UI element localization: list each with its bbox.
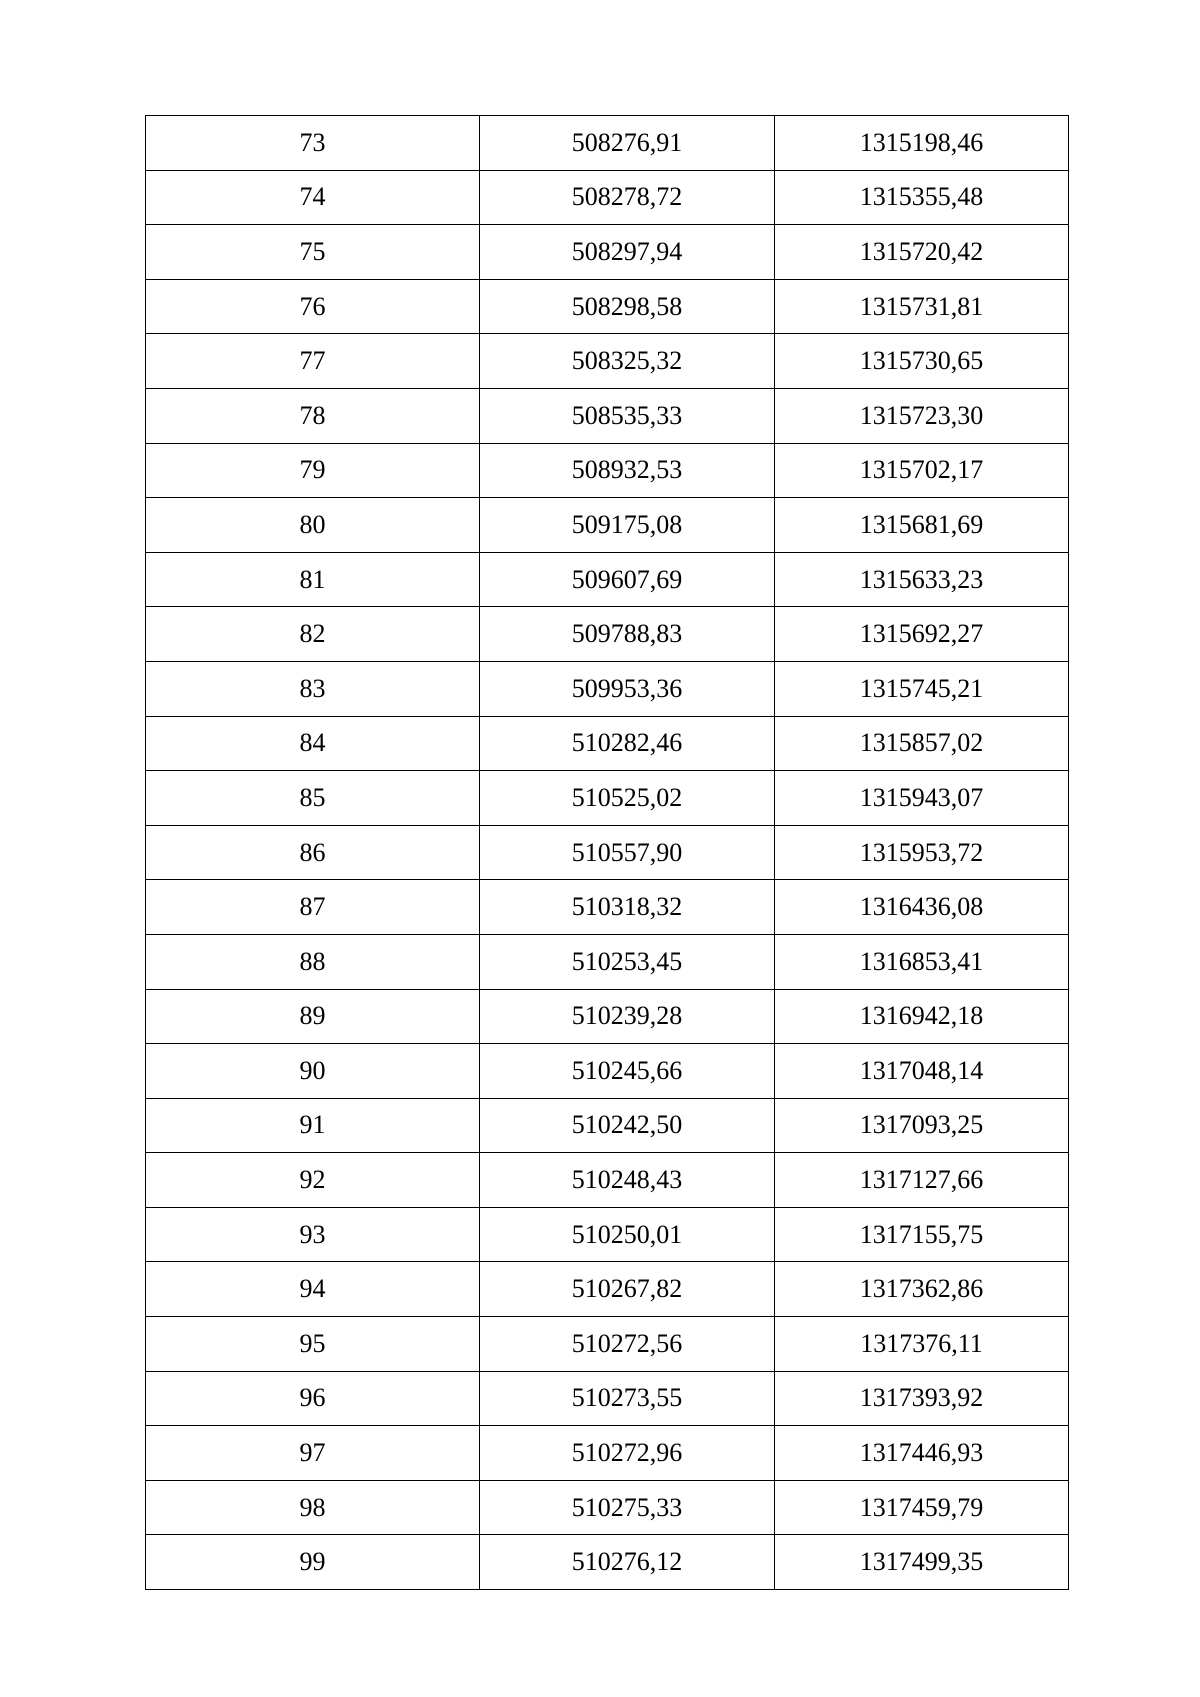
y-coordinate-cell: 1317127,66 <box>775 1153 1069 1208</box>
point-number-cell: 75 <box>146 225 480 280</box>
x-coordinate-cell: 508298,58 <box>480 279 775 334</box>
x-coordinate-cell: 510525,02 <box>480 771 775 826</box>
y-coordinate-cell: 1317446,93 <box>775 1426 1069 1481</box>
x-coordinate-cell: 510239,28 <box>480 989 775 1044</box>
y-coordinate-cell: 1315723,30 <box>775 388 1069 443</box>
x-coordinate-cell: 509607,69 <box>480 552 775 607</box>
y-coordinate-cell: 1315681,69 <box>775 498 1069 553</box>
table-row <box>146 1044 1069 1099</box>
table-row <box>146 170 1069 225</box>
point-number-cell: 98 <box>146 1480 480 1535</box>
point-number-cell: 95 <box>146 1317 480 1372</box>
table-row <box>146 716 1069 771</box>
table-row <box>146 661 1069 716</box>
table-row <box>146 1317 1069 1372</box>
point-number-cell: 90 <box>146 1044 480 1099</box>
point-number-cell: 78 <box>146 388 480 443</box>
x-coordinate-cell: 510282,46 <box>480 716 775 771</box>
point-number-cell: 76 <box>146 279 480 334</box>
table-row <box>146 934 1069 989</box>
x-coordinate-cell: 510273,55 <box>480 1371 775 1426</box>
table-row <box>146 552 1069 607</box>
point-number-cell: 97 <box>146 1426 480 1481</box>
table-row <box>146 1535 1069 1590</box>
y-coordinate-cell: 1317376,11 <box>775 1317 1069 1372</box>
table-row <box>146 1426 1069 1481</box>
point-number-cell: 77 <box>146 334 480 389</box>
point-number-cell: 99 <box>146 1535 480 1590</box>
table-row <box>146 825 1069 880</box>
x-coordinate-cell: 510557,90 <box>480 825 775 880</box>
y-coordinate-cell: 1317459,79 <box>775 1480 1069 1535</box>
y-coordinate-cell: 1317048,14 <box>775 1044 1069 1099</box>
point-number-cell: 82 <box>146 607 480 662</box>
point-number-cell: 94 <box>146 1262 480 1317</box>
table-row <box>146 1153 1069 1208</box>
table-row <box>146 443 1069 498</box>
y-coordinate-cell: 1315745,21 <box>775 661 1069 716</box>
coordinates-table-body <box>146 116 1069 1590</box>
table-row <box>146 1098 1069 1153</box>
y-coordinate-cell: 1315943,07 <box>775 771 1069 826</box>
point-number-cell: 96 <box>146 1371 480 1426</box>
table-row <box>146 498 1069 553</box>
coordinates-table <box>145 115 1069 1590</box>
y-coordinate-cell: 1315633,23 <box>775 552 1069 607</box>
point-number-cell: 74 <box>146 170 480 225</box>
x-coordinate-cell: 510275,33 <box>480 1480 775 1535</box>
table-row <box>146 225 1069 280</box>
y-coordinate-cell: 1315730,65 <box>775 334 1069 389</box>
x-coordinate-cell: 510318,32 <box>480 880 775 935</box>
point-number-cell: 89 <box>146 989 480 1044</box>
x-coordinate-cell: 510253,45 <box>480 934 775 989</box>
point-number-cell: 84 <box>146 716 480 771</box>
y-coordinate-cell: 1315702,17 <box>775 443 1069 498</box>
x-coordinate-cell: 508535,33 <box>480 388 775 443</box>
x-coordinate-cell: 510245,66 <box>480 1044 775 1099</box>
x-coordinate-cell: 509953,36 <box>480 661 775 716</box>
x-coordinate-cell: 509788,83 <box>480 607 775 662</box>
point-number-cell: 92 <box>146 1153 480 1208</box>
x-coordinate-cell: 510272,96 <box>480 1426 775 1481</box>
x-coordinate-cell: 510248,43 <box>480 1153 775 1208</box>
y-coordinate-cell: 1315355,48 <box>775 170 1069 225</box>
y-coordinate-cell: 1315857,02 <box>775 716 1069 771</box>
y-coordinate-cell: 1317093,25 <box>775 1098 1069 1153</box>
y-coordinate-cell: 1317155,75 <box>775 1207 1069 1262</box>
table-row <box>146 771 1069 826</box>
point-number-cell: 88 <box>146 934 480 989</box>
table-row <box>146 1480 1069 1535</box>
point-number-cell: 86 <box>146 825 480 880</box>
y-coordinate-cell: 1316853,41 <box>775 934 1069 989</box>
table-row <box>146 116 1069 171</box>
table-row <box>146 279 1069 334</box>
y-coordinate-cell: 1316942,18 <box>775 989 1069 1044</box>
x-coordinate-cell: 508278,72 <box>480 170 775 225</box>
point-number-cell: 83 <box>146 661 480 716</box>
table-row <box>146 607 1069 662</box>
x-coordinate-cell: 508325,32 <box>480 334 775 389</box>
x-coordinate-cell: 510272,56 <box>480 1317 775 1372</box>
y-coordinate-cell: 1315198,46 <box>775 116 1069 171</box>
y-coordinate-cell: 1315953,72 <box>775 825 1069 880</box>
x-coordinate-cell: 510242,50 <box>480 1098 775 1153</box>
point-number-cell: 80 <box>146 498 480 553</box>
table-row <box>146 388 1069 443</box>
x-coordinate-cell: 510276,12 <box>480 1535 775 1590</box>
point-number-cell: 87 <box>146 880 480 935</box>
table-row <box>146 989 1069 1044</box>
x-coordinate-cell: 510250,01 <box>480 1207 775 1262</box>
x-coordinate-cell: 510267,82 <box>480 1262 775 1317</box>
point-number-cell: 73 <box>146 116 480 171</box>
y-coordinate-cell: 1317499,35 <box>775 1535 1069 1590</box>
y-coordinate-cell: 1315720,42 <box>775 225 1069 280</box>
x-coordinate-cell: 509175,08 <box>480 498 775 553</box>
table-row <box>146 1371 1069 1426</box>
point-number-cell: 91 <box>146 1098 480 1153</box>
point-number-cell: 81 <box>146 552 480 607</box>
x-coordinate-cell: 508276,91 <box>480 116 775 171</box>
table-row <box>146 1207 1069 1262</box>
y-coordinate-cell: 1317393,92 <box>775 1371 1069 1426</box>
table-row <box>146 334 1069 389</box>
y-coordinate-cell: 1315731,81 <box>775 279 1069 334</box>
y-coordinate-cell: 1317362,86 <box>775 1262 1069 1317</box>
point-number-cell: 93 <box>146 1207 480 1262</box>
point-number-cell: 79 <box>146 443 480 498</box>
y-coordinate-cell: 1315692,27 <box>775 607 1069 662</box>
x-coordinate-cell: 508297,94 <box>480 225 775 280</box>
x-coordinate-cell: 508932,53 <box>480 443 775 498</box>
point-number-cell: 85 <box>146 771 480 826</box>
table-row <box>146 880 1069 935</box>
table-row <box>146 1262 1069 1317</box>
y-coordinate-cell: 1316436,08 <box>775 880 1069 935</box>
